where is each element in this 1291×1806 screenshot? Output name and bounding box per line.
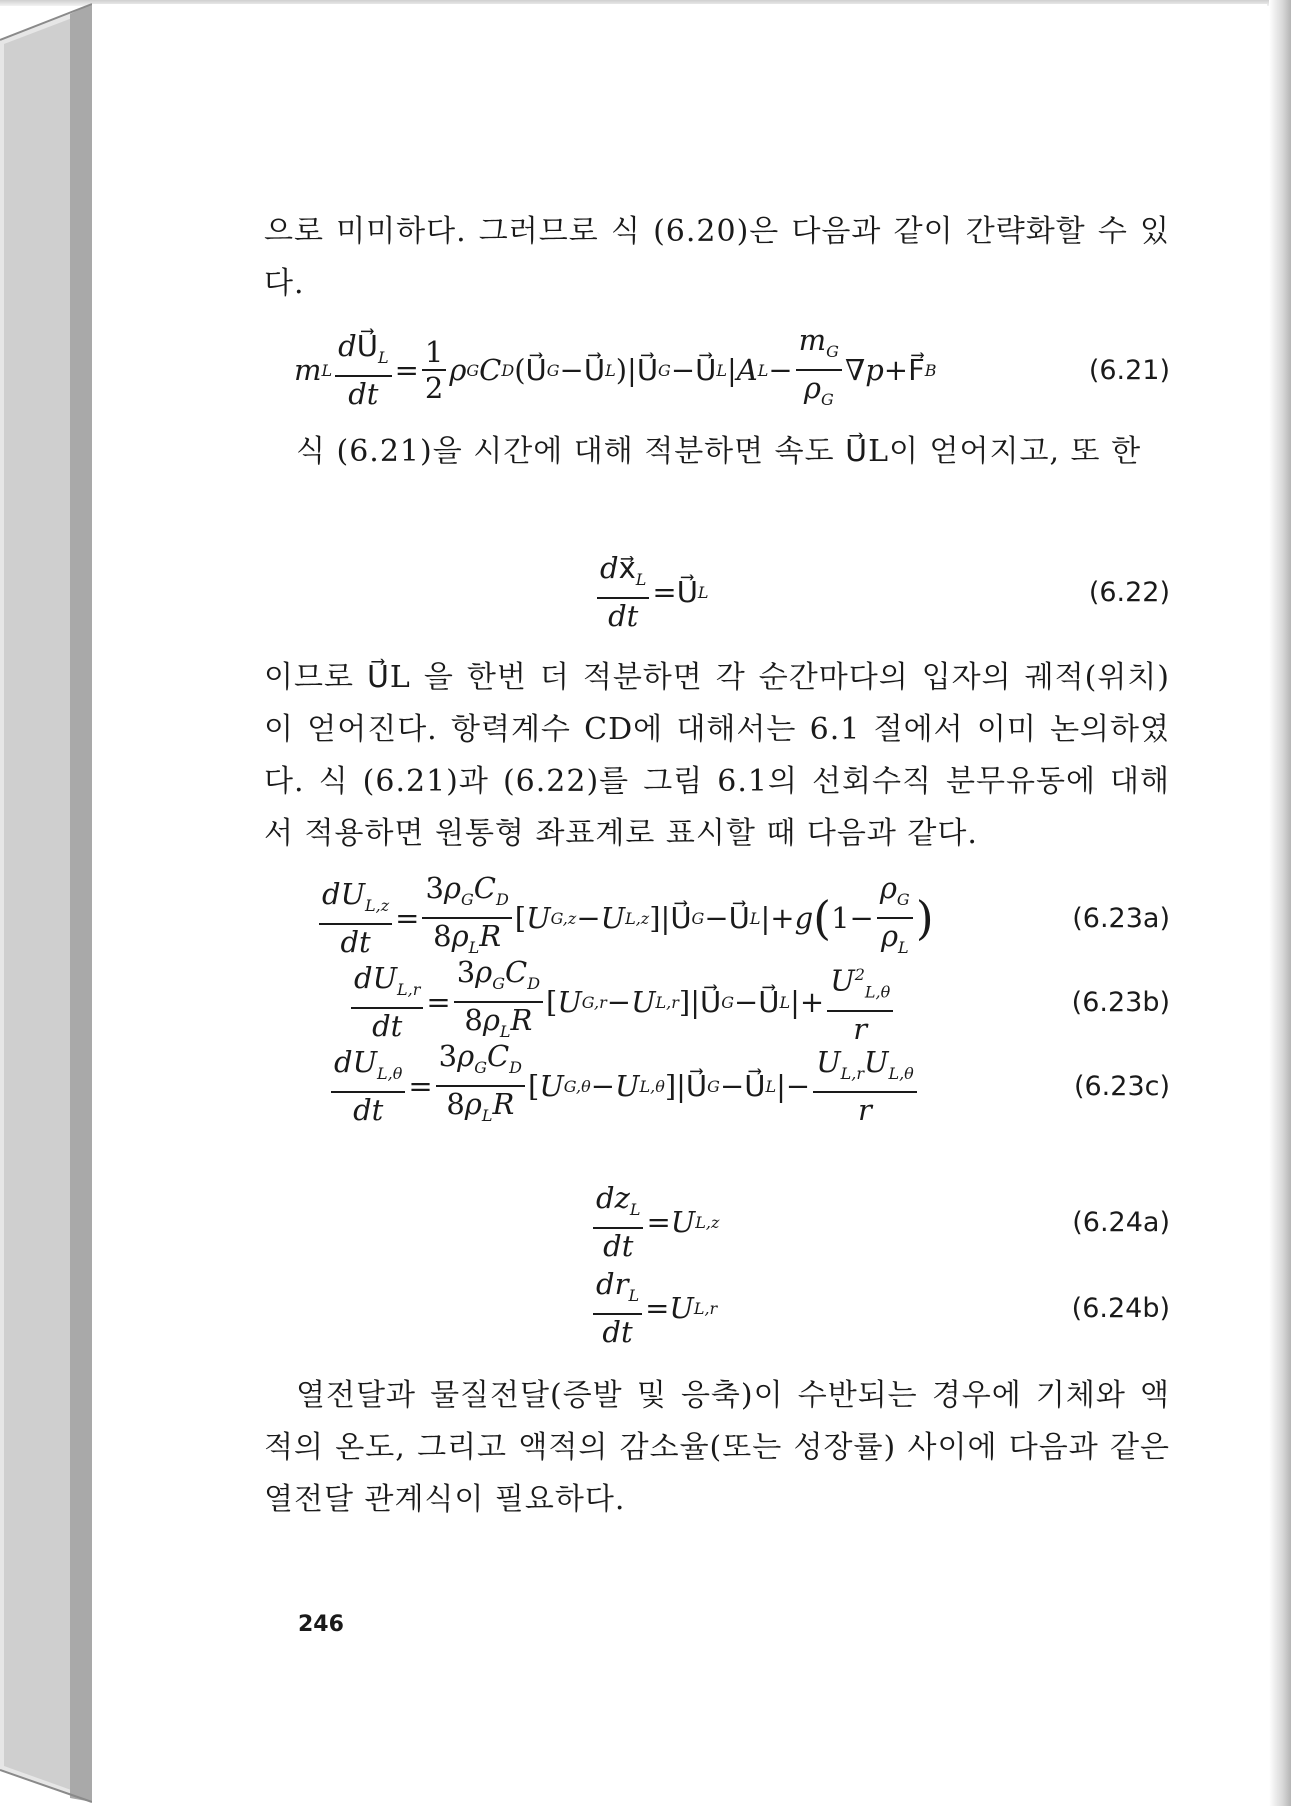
paragraph-2: 식 (6.21)을 시간에 대해 적분하면 속도 U⃗L이 얻어지고, 또 한 (296, 434, 1142, 469)
equation-6-24b (264, 1268, 1170, 1348)
equation-6-23a (264, 871, 1170, 959)
equation-6-24a-math: $\frac{dz_L}{dt}$ = U L,z (590, 1182, 719, 1262)
equation-6-21-math: m L $\frac{dU⃗_L}{dt}$ = $\frac{1}{2}$ ρ G C D ( U⃗ G − U⃗ L )| U⃗ G − U⃗ L | A L − $\frac{m_G}{\rho_G}$ ∇ p + F⃗ B (294, 323, 937, 411)
page-number: 246 (298, 1612, 344, 1637)
equation-number: (6.23c) (1073, 1070, 1170, 1102)
equation-number: (6.23b) (1071, 986, 1170, 1018)
paragraph-1: 으로 미미하다. 그러므로 식 (6.20)은 다음과 같이 간략화할 수 있다. (264, 214, 1170, 301)
equation-6-22-math: $\frac{dx⃗_L}{dt}$ = U⃗ L (594, 552, 709, 632)
equation-6-23b-math: $\frac{dU_{L,r}}{dt}$ = $\frac{3\rho_GC_D}{8\rho_LR}$ [ U G,r − U L,r ]| U⃗ G − U⃗ L |+ $\frac{U^2_{L,\theta}}{r}$ (348, 962, 896, 1042)
equation-6-23c (264, 1039, 1170, 1127)
paragraph-4: 열전달과 물질전달(증발 및 응축)이 수반되는 경우에 기체와 액적의 온도, 그리고 액적의 감소율(또는 성장률) 사이에 다음과 같은 열전달 관계식이 필요하다. (264, 1378, 1170, 1517)
equation-6-23c-math: $\frac{dU_{L,\theta}}{dt}$ = $\frac{3\rho_GC_D}{8\rho_LR}$ [ U G,θ − U L,θ ]| U⃗ G − U⃗ L |− $\frac{U_{L,r}U_{L,\theta}}{r}$ (328, 1046, 920, 1126)
equation-6-22 (264, 552, 1170, 632)
book-left-edge (0, 0, 96, 1806)
equation-6-24a (264, 1182, 1170, 1262)
equation-number: (6.24a) (1072, 1206, 1170, 1238)
equation-6-23a-math: $\frac{dU_{L,z}}{dt}$ = $\frac{3\rho_GC_D}{8\rho_LR}$ [ U G,z − U L,z ]| U⃗ G − U⃗ L |+ g ( 1− $\frac{\rho_G}{\rho_L}$ ) (316, 878, 934, 958)
book-right-edge (1269, 0, 1291, 1806)
equation-6-23b (264, 955, 1170, 1046)
equation-6-24b-math: $\frac{dr_L}{dt}$ = U L,r (590, 1268, 717, 1348)
equation-number: (6.24b) (1071, 1292, 1170, 1324)
equation-number: (6.22) (1088, 576, 1170, 608)
equation-number: (6.21) (1088, 354, 1170, 386)
equation-number: (6.23a) (1072, 902, 1170, 934)
paragraph-3: 이므로 U⃗L 을 한번 더 적분하면 각 순간마다의 입자의 궤적(위치)이 얻어진다. 항력계수 CD에 대해서는 6.1 절에서 이미 논의하였다. 식 (6.21)과 (6.22)를 그림 6.1의 선회수직 분무유동에 대해서 적용하면 원통형 좌표계로 표시할 때 다음과 같다. (264, 660, 1170, 851)
equation-6-21 (264, 323, 1170, 411)
